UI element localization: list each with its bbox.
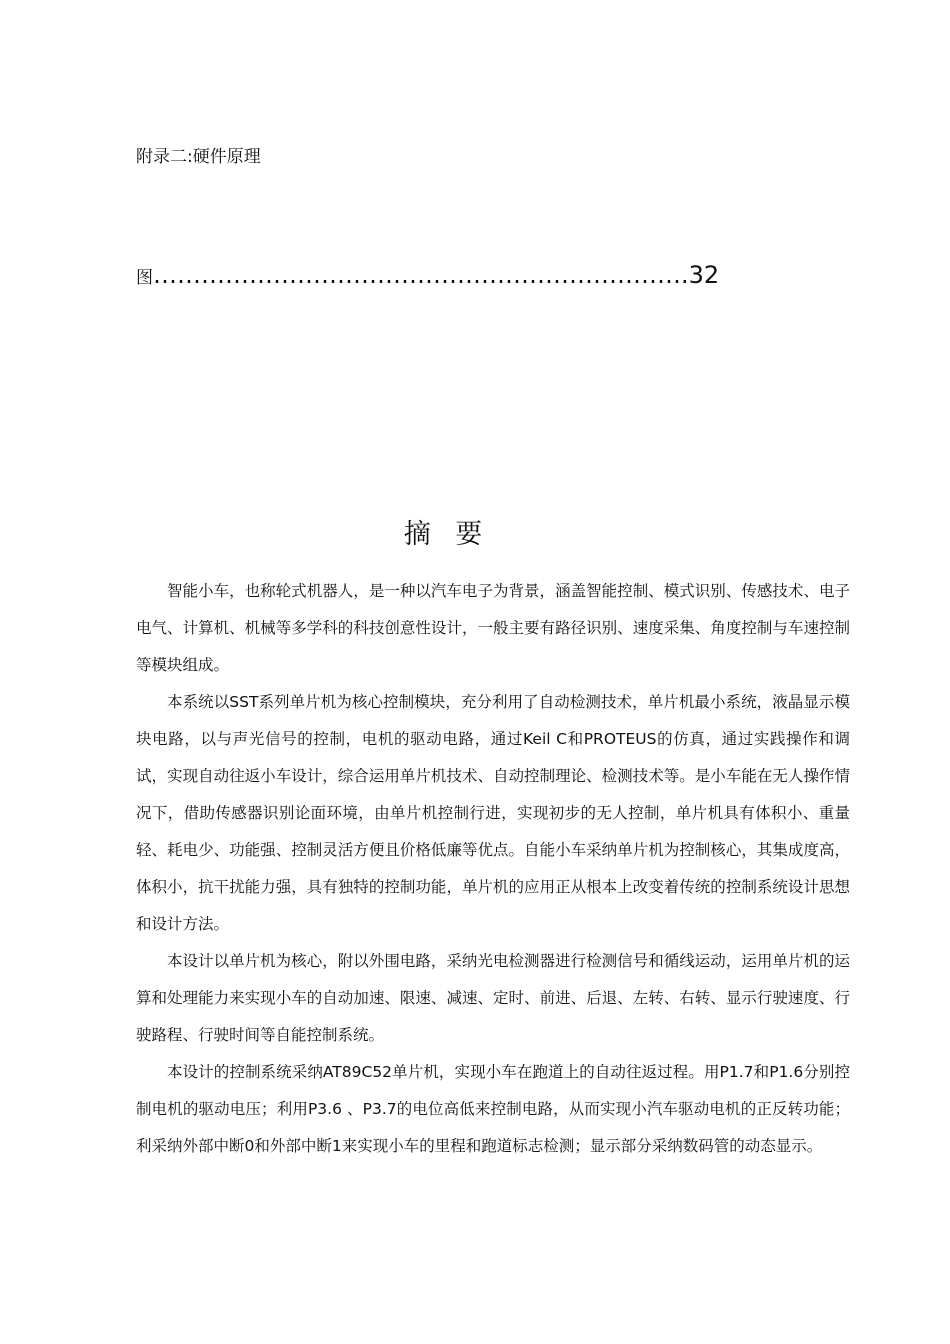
abstract-paragraph: 本系统以SST系列单片机为核心控制模块，充分利用了自动检测技术，单片机最小系统，液晶显示模块电路，以与声光信号的控制，电机的驱动电路，通过Keil C和PROTEUS的仿真，通过实践操作和调试，实现自动往返小车设计，综合运用单片机技术、自动控制理论、检测技术等。是小车能在无人操作情况下，借助传感器识别论面环境，由单片机控制行进，实现初步的无人控制，单片机具有体积小、重量轻、耗电少、功能强、控制灵活方便且价格低廉等优点。自能小车采纳单片机为控制核心，其集成度高，体积小，抗干扰能力强，具有独特的控制功能，单片机的应用正从根本上改变着传统的控制系统设计思想和设计方法。 bbox=[136, 693, 850, 933]
toc-entry-continued: 图 bbox=[136, 268, 153, 288]
abstract-title: 摘 要 bbox=[403, 519, 491, 550]
abstract-body bbox=[136, 573, 850, 1165]
abstract-paragraph: 本设计以单片机为核心，附以外围电路，采纳光电检测器进行检测信号和循线运动，运用单片机的运算和处理能力来实现小车的自动加速、限速、减速、定时、前进、后退、左转、右转、显示行驶速度、行驶路程、行驶时间等自能控制系统。 bbox=[136, 952, 850, 1044]
toc-entry-label: 附录二:硬件原理 bbox=[136, 147, 261, 167]
toc-page-number: 32 bbox=[688, 261, 720, 289]
abstract-paragraph: 智能小车，也称轮式机器人，是一种以汽车电子为背景，涵盖智能控制、模式识别、传感技术、电子电气、计算机、机械等多学科的科技创意性设计，一般主要有路径识别、速度采集、角度控制与车速控制等模块组成。 bbox=[136, 582, 850, 674]
abstract-paragraph: 本设计的控制系统采纳AT89C52单片机，实现小车在跑道上的自动往返过程。用P1.7和P1.6分别控制电机的驱动电压；利用P3.6 、P3.7的电位高低来控制电路，从而实现小汽车驱动电机的正反转功能；利采纳外部中断0和外部中断1来实现小车的里程和跑道标志检测；显示部分采纳数码管的动态显示。 bbox=[136, 1063, 850, 1155]
toc-entry-line bbox=[136, 258, 756, 295]
toc-leader: …………………………………………………………. bbox=[153, 261, 689, 289]
